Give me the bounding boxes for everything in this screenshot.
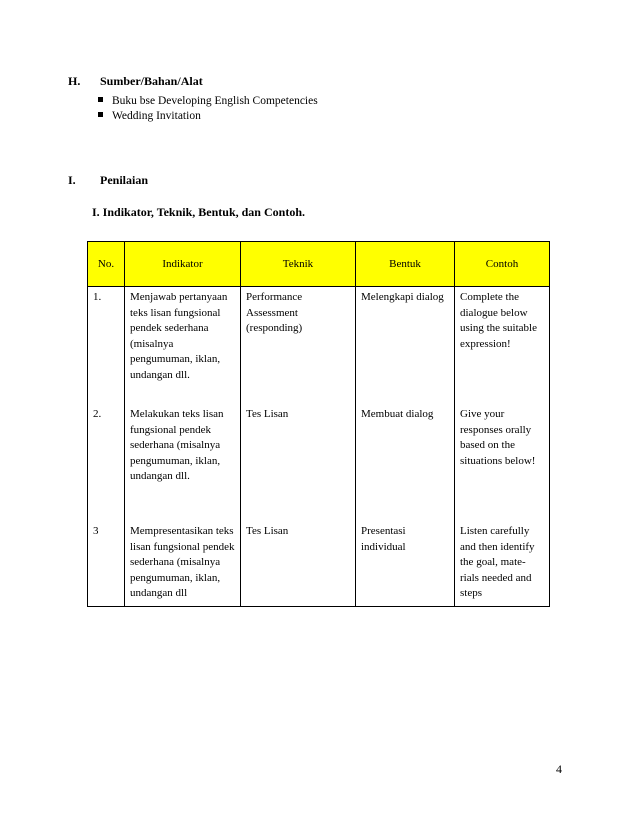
cell-bentuk: Membuat dialog (356, 407, 455, 522)
cell-no: 1. (88, 287, 125, 408)
header-indikator: Indikator (125, 242, 241, 287)
cell-bentuk: Melengkapi dialog (356, 287, 455, 408)
section-h-title: Sumber/Bahan/Alat (100, 74, 203, 88)
cell-contoh: Complete the dialogue below using the suitable expression! (455, 287, 550, 408)
bullet-item (98, 110, 201, 122)
section-i-subtitle: I. Indikator, Teknik, Bentuk, dan Contoh. (92, 205, 305, 219)
cell-bentuk: Presentasi individual (356, 522, 455, 606)
cell-indikator: Melakukan teks lisan fungsional pendek sederhana (misalnya pengumuman, iklan, undangan dll. (125, 407, 241, 522)
assessment-table (87, 241, 550, 607)
table-row (88, 522, 550, 606)
section-h-marker: H. (68, 74, 81, 88)
cell-indikator: Menjawab pertanyaan teks lisan fungsional pendek sederhana (misalnya pengumuman, iklan, undangan dll. (125, 287, 241, 408)
bullet-item (98, 95, 318, 107)
cell-teknik: Tes Lisan (241, 522, 356, 606)
cell-no: 2. (88, 407, 125, 522)
bullet-text: Buku bse Developing English Competencies (112, 95, 318, 107)
table-header-row (88, 242, 550, 287)
table-row (88, 287, 550, 408)
cell-contoh: Listen carefully and then identify the goal, mate-rials needed and steps (455, 522, 550, 606)
cell-no: 3 (88, 522, 125, 606)
table-row (88, 407, 550, 522)
cell-teknik: Tes Lisan (241, 407, 356, 522)
header-contoh: Contoh (455, 242, 550, 287)
square-bullet-icon (98, 112, 103, 117)
header-bentuk: Bentuk (356, 242, 455, 287)
page-number: 4 (556, 762, 562, 776)
cell-teknik: Performance Assessment (responding) (241, 287, 356, 408)
cell-contoh: Give your responses orally based on the situations below! (455, 407, 550, 522)
section-i-marker: I. (68, 173, 76, 187)
header-teknik: Teknik (241, 242, 356, 287)
section-i-title: Penilaian (100, 173, 149, 187)
bullet-text: Wedding Invitation (112, 110, 201, 122)
header-no: No. (88, 242, 125, 287)
square-bullet-icon (98, 97, 103, 102)
cell-indikator: Mempresentasikan teks lisan fungsional pendek sederhana (misalnya pengumuman, iklan, undangan dll (125, 522, 241, 606)
